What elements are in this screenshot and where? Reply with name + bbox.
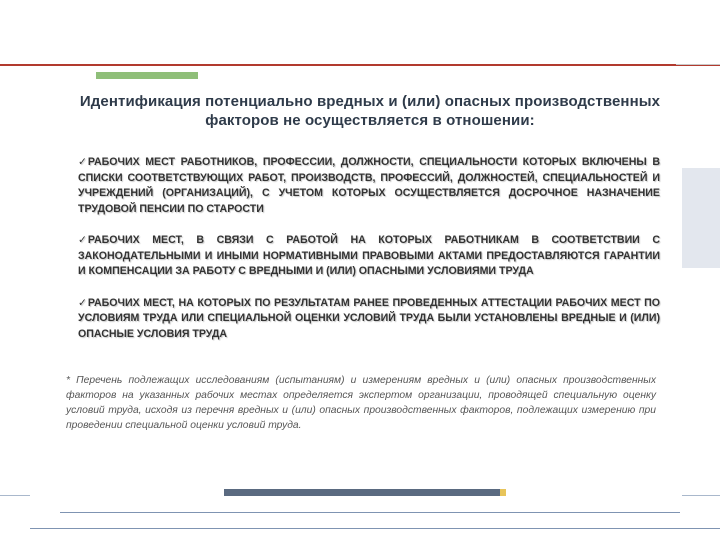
bottom-progress-bar [224,489,500,496]
exclusion-list [78,155,660,358]
bottom-rule [60,512,680,513]
list-item [78,155,660,217]
list-item-text: РАБОЧИХ МЕСТ РАБОТНИКОВ, ПРОФЕССИИ, ДОЛЖНОСТИ, СПЕЦИАЛЬНОСТИ КОТОРЫХ ВКЛЮЧЕНЫ В СПИСКИ СООТВЕТСТВУЮЩИХ РАБОТ, ПРОИЗВОДСТВ, ПРОФЕССИЙ, ДОЛЖНОСТЕЙ, СПЕЦИАЛЬНОСТЕЙ И УЧРЕЖДЕНИЙ (ОРГАНИЗАЦИЙ), С УЧЕТОМ КОТОРЫХ ОСУЩЕСТВЛЯЕТСЯ ДОСРОЧНОЕ НАЗНАЧЕНИЕ ТРУДОВОЙ ПЕНСИИ ПО СТАРОСТИ [78,156,660,215]
top-gray-rule [676,64,720,65]
bottom-right-divider [682,495,720,496]
list-item [78,296,660,343]
bottom-left-divider [0,495,30,496]
footnote: * Перечень подлежащих исследованиям (испытаниям) и измерениям вредных и (или) опасных производственных факторов на указанных рабочих местах определяется экспертом организации, проводящей специальную оценку условий труда, исходя из перечня вредных и (или) опасных производственных факторов, подлежащих измерению при проведении специальной оценки условий труда. [66,375,656,431]
bottom-rule-lower [30,528,720,529]
bottom-bar-accent [500,489,506,496]
list-item-text: РАБОЧИХ МЕСТ, НА КОТОРЫХ ПО РЕЗУЛЬТАТАМ РАНЕЕ ПРОВЕДЕННЫХ АТТЕСТАЦИИ РАБОЧИХ МЕСТ ПО УСЛОВИЯМ ТРУДА ИЛИ СПЕЦИАЛЬНОЙ ОЦЕНКИ УСЛОВИЙ ТРУДА БЫЛИ УСТАНОВЛЕНЫ ВРЕДНЫЕ И (ИЛИ) ОПАСНЫЕ УСЛОВИЯ ТРУДА [78,296,660,340]
checkmark-icon: ✓ [78,296,87,309]
title-accent-bar [96,72,198,79]
top-red-rule [0,64,720,66]
checkmark-icon: ✓ [78,156,87,168]
slide-title: Идентификация потенциально вредных и (или) опасных производственных факторов не осуществляется в отношении: [79,93,661,129]
checkmark-icon: ✓ [78,234,87,246]
list-item-text: РАБОЧИХ МЕСТ, В СВЯЗИ С РАБОТОЙ НА КОТОРЫХ РАБОТНИКАМ В СООТВЕТСТВИИ С ЗАКОНОДАТЕЛЬНЫМИ И ИНЫМИ НОРМАТИВНЫМИ ПРАВОВЫМИ АКТАМИ ПРЕДОСТАВЛЯЮТСЯ ГАРАНТИИ И КОМПЕНСАЦИИ ЗА РАБОТУ С ВРЕДНЫМИ И (ИЛИ) ОПАСНЫМИ УСЛОВИЯМИ ТРУДА [78,234,660,277]
side-tab [682,168,720,268]
list-item [78,233,660,280]
